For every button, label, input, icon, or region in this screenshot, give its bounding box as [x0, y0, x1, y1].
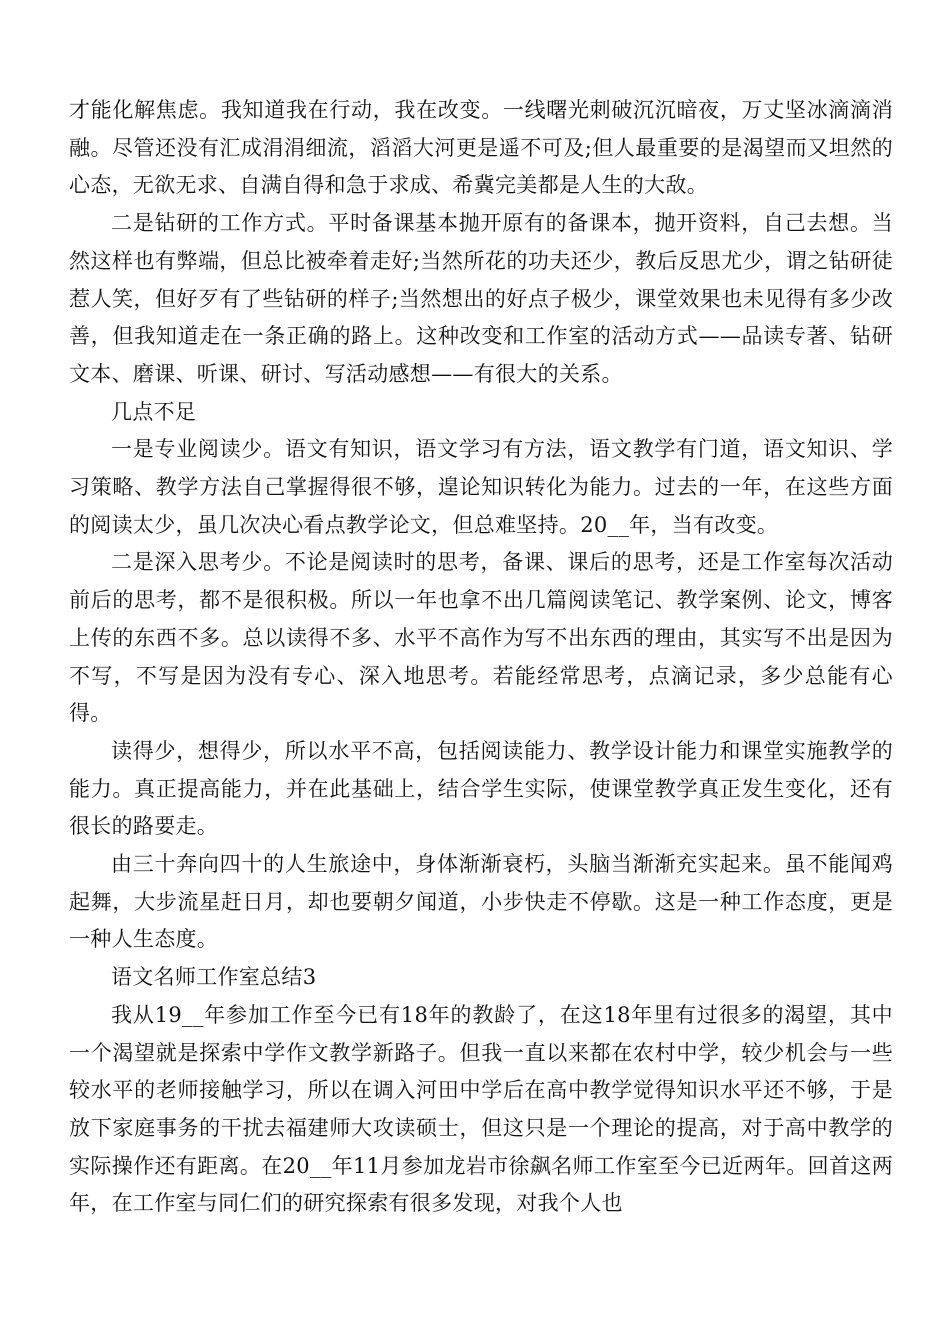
paragraph: 二是深入思考少。不论是阅读时的思考，备课、课后的思考，还是工作室每次活动前后的思考，都不是很积极。所以一年也拿不出几篇阅读笔记、教学案例、论文，博客上传的东西不多。总以读得不多、水平不高作为写不出东西的理由，其实写不出是因为不写，不写是因为没有专心、深入地思考。若能经常思考，点滴记录，多少总能有心得。 [69, 550, 893, 726]
paragraph: 我从19__年参加工作至今已有18年的教龄了，在这18年里有过很多的渴望，其中一个渴望就是探索中学作文教学新路子。但我一直以来都在农村中学，较少机会与一些较水平的老师接触学习，所以在调入河田中学后在高中教学觉得知识水平还不够，于是放下家庭事务的干扰去福建师大攻读硕士，但这只是一个理论的提高，对于高中教学的实际操作还有距离。在20__年11月参加龙岩市徐飙名师工作室至今已近两年。回首这两年，在工作室与同仁们的研究探索有很多发现，对我个人也 [69, 1002, 893, 1216]
paragraph: 二是钻研的工作方式。平时备课基本抛开原有的备课本，抛开资料，自己去想。当然这样也有弊端，但总比被牵着走好;当然所花的功夫还少，教后反思尤少，谓之钻研徒惹人笑，但好歹有了些钻研的样子;当然想出的好点子极少，课堂效果也未见得有多少改善，但我知道走在一条正确的路上。这种改变和工作室的活动方式——品读专著、钻研文本、磨课、听课、研讨、写活动感想——有很大的关系。 [69, 211, 893, 386]
paragraph: 一是专业阅读少。语文有知识，语文学习有方法，语文教学有门道，语文知识、学习策略、教学方法自己掌握得很不够，遑论知识转化为能力。过去的一年，在这些方面的阅读太少，虽几次决心看点教学论文，但总难坚持。20__年，当有改变。 [69, 437, 893, 537]
paragraph: 才能化解焦虑。我知道我在行动，我在改变。一线曙光刺破沉沉暗夜，万丈坚冰滴滴消融。尽管还没有汇成涓涓细流，滔滔大河更是遥不可及;但人最重要的是渴望而又坦然的心态，无欲无求、自满自得和急于求成、希冀完美都是人生的大敌。 [69, 98, 893, 198]
paragraph: 读得少，想得少，所以水平不高，包括阅读能力、教学设计能力和课堂实施教学的能力。真正提高能力，并在此基础上，结合学生实际，使课堂教学真正发生变化，还有很长的路要走。 [69, 738, 893, 839]
section-heading: 语文名师工作室总结3 [111, 965, 317, 990]
section-heading: 几点不足 [111, 399, 197, 424]
document-body [69, 92, 893, 1223]
paragraph: 由三十奔向四十的人生旅途中，身体渐渐衰朽，头脑当渐渐充实起来。虽不能闻鸡起舞，大步流星赶日月，却也要朝夕闻道，小步快走不停歇。这是一种工作态度，更是一种人生态度。 [69, 852, 893, 952]
